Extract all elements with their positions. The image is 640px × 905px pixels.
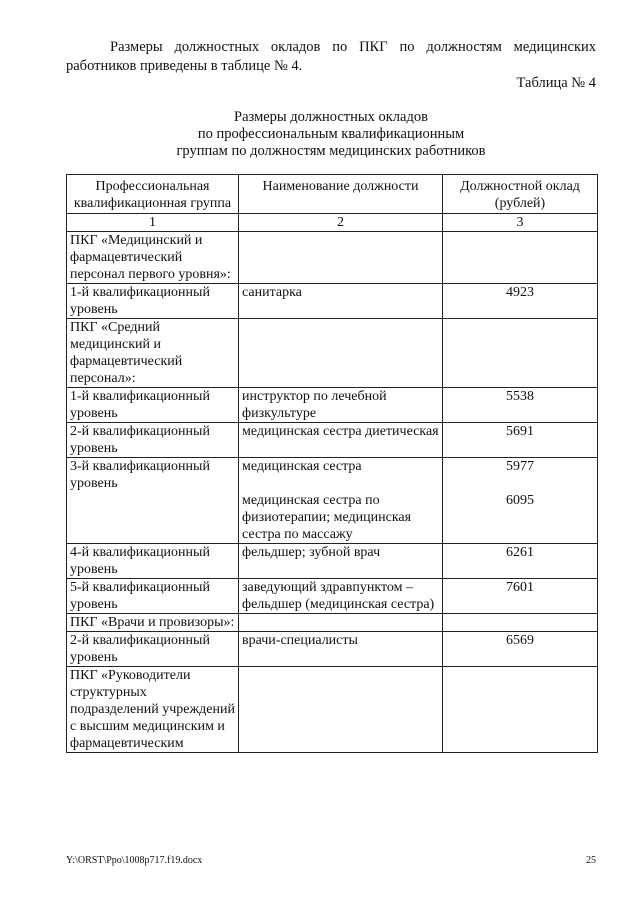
cell-position-name [239, 632, 443, 667]
cell-salary [443, 579, 598, 614]
cell-position-name [239, 388, 443, 423]
cell-position-name [239, 614, 443, 632]
cell-qualification-group: ПКГ «Руководители структурных подразделений учреждений с высшим медицинским и фармацевтическим [67, 667, 239, 753]
cell-qualification-group: 4-й квалификационный уровень [67, 544, 239, 579]
salary-value: 5538 [506, 389, 534, 404]
table-row [67, 423, 598, 458]
position-name: санитарка [242, 285, 302, 300]
cell-position-name [239, 579, 443, 614]
cell-salary [443, 544, 598, 579]
table-title-line: Размеры должностных окладов [234, 109, 428, 125]
spacer [242, 475, 439, 492]
table-label: Таблица № 4 [516, 75, 596, 91]
table-row [67, 632, 598, 667]
table-row [67, 319, 598, 388]
cell-qualification-group: 2-й квалификационный уровень [67, 632, 239, 667]
cell-qualification-group: ПКГ «Врачи и провизоры»: [67, 614, 239, 632]
cell-qualification-group: 3-й квалификационный уровень [67, 458, 239, 544]
header-salary: Должностной оклад (рублей) [443, 175, 598, 214]
header-group: Профессиональная квалификационная группа [67, 175, 239, 214]
table-body [67, 232, 598, 753]
column-number-row [67, 214, 598, 232]
position-name: медицинская сестра [242, 459, 362, 474]
position-name: медицинская сестра по физиотерапии; медицинская сестра по массажу [242, 493, 412, 542]
table-row [67, 232, 598, 284]
salary-value: 5977 [506, 459, 534, 474]
cell-position-name [239, 544, 443, 579]
column-number: 2 [239, 214, 443, 232]
cell-qualification-group: 2-й квалификационный уровень [67, 423, 239, 458]
footer-page-number: 25 [586, 855, 596, 866]
position-name: медицинская сестра диетическая [242, 424, 439, 439]
salary-value: 6569 [506, 633, 534, 648]
cell-salary [443, 667, 598, 753]
table-row [67, 667, 598, 753]
header-position: Наименование должности [239, 175, 443, 214]
table-row [67, 579, 598, 614]
cell-salary [443, 319, 598, 388]
cell-position-name [239, 284, 443, 319]
position-name: заведующий здравпунктом – фельдшер (медицинская сестра) [242, 580, 435, 612]
cell-position-name [239, 423, 443, 458]
table-header-row [67, 175, 598, 214]
table-row [67, 614, 598, 632]
spacer [446, 475, 594, 492]
cell-qualification-group: ПКГ «Медицинский и фармацевтический персонал первого уровня»: [67, 232, 239, 284]
cell-qualification-group: 1-й квалификационный уровень [67, 284, 239, 319]
footer-file-path: Y:\ORST\Ppo\1008p717.f19.docx [66, 855, 203, 866]
table-title [66, 109, 596, 160]
cell-salary [443, 632, 598, 667]
cell-position-name [239, 319, 443, 388]
position-name: врачи-специалисты [242, 633, 358, 648]
salary-table [66, 174, 598, 753]
cell-salary [443, 458, 598, 544]
salary-value: 4923 [506, 285, 534, 300]
salary-value: 6261 [506, 545, 534, 560]
cell-salary [443, 423, 598, 458]
column-number: 3 [443, 214, 598, 232]
salary-value: 7601 [506, 580, 534, 595]
cell-salary [443, 614, 598, 632]
table-title-line: по профессиональным квалификационным [197, 126, 465, 142]
table-row [67, 388, 598, 423]
cell-salary [443, 284, 598, 319]
table-row [67, 458, 598, 544]
salary-value: 5691 [506, 424, 534, 439]
position-name: фельдшер; зубной врач [242, 545, 381, 560]
cell-position-name [239, 667, 443, 753]
table-row [67, 544, 598, 579]
table-row [67, 284, 598, 319]
salary-value: 6095 [506, 493, 534, 508]
cell-position-name [239, 232, 443, 284]
column-number: 1 [67, 214, 239, 232]
cell-qualification-group: ПКГ «Средний медицинский и фармацевтический персонал»: [67, 319, 239, 388]
cell-salary [443, 388, 598, 423]
intro-paragraph: Размеры должностных окладов по ПКГ по должностям медицинских работников приведены в таблице № 4. [66, 39, 596, 74]
cell-position-name [239, 458, 443, 544]
table-title-line: группам по должностям медицинских работников [176, 143, 486, 159]
cell-salary [443, 232, 598, 284]
cell-qualification-group: 1-й квалификационный уровень [67, 388, 239, 423]
position-name: инструктор по лечебной физкультуре [242, 389, 387, 421]
cell-qualification-group: 5-й квалификационный уровень [67, 579, 239, 614]
